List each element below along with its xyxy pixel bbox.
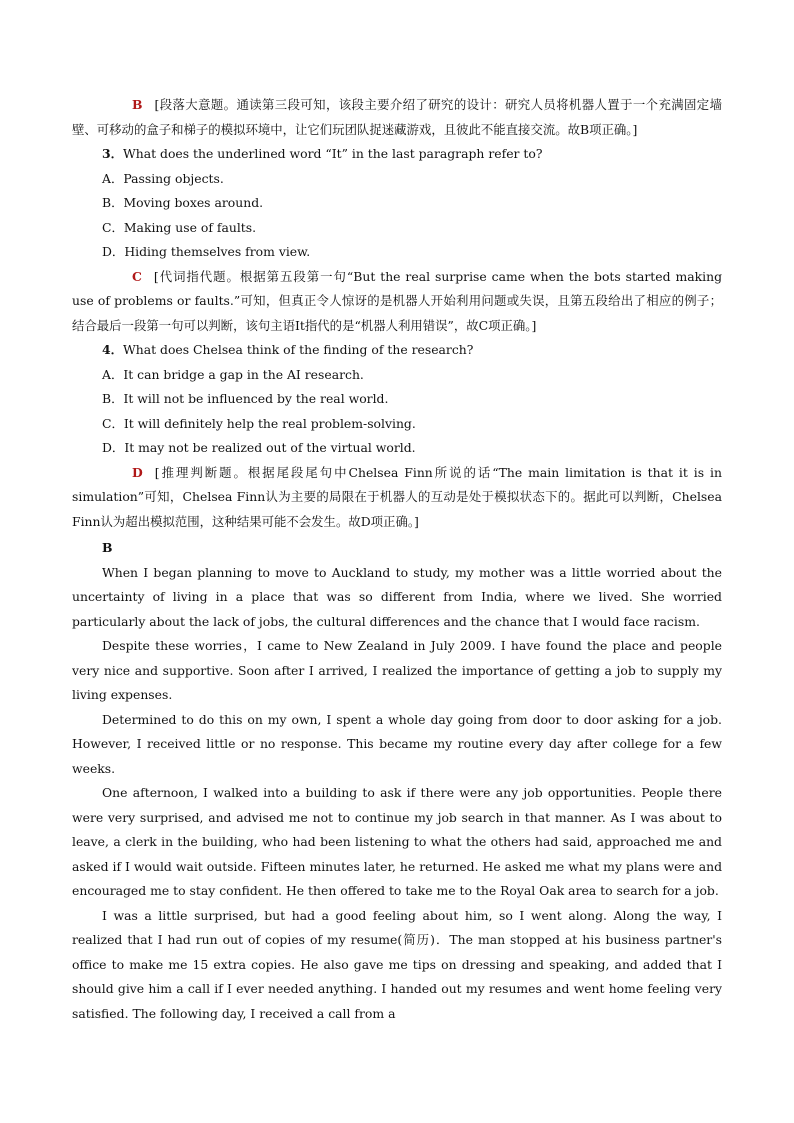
option: C．It will definitely help the real problem-solving. — [102, 415, 416, 431]
question-4: 4．What does Chelsea think of the finding of the research? — [102, 342, 474, 357]
answer-explanation: [段落大意题。通读第三段可知，该段主要介绍了研究的设计：研究人员将机器人置于一个充满固定墙壁、可移动的盒子和梯子的模拟环境中，让它们玩团队捉迷藏游戏，且彼此不能直接交流。故B项正确。] — [72, 97, 722, 137]
answer-explanation: [代词指代题。根据第五段第一句“But the real surprise came when the bots started making use of problems or faults.”可知，但真正令人惊讶的是机器人开始利用问题或失误，且第五段给出了相应的例子；结合最后一段第一句可以判断，该句主语It指代的是“机器人利用错误”，故C项正确。] — [72, 268, 722, 333]
answer-2 — [72, 93, 722, 142]
section-heading: B — [102, 540, 113, 555]
answer-key: D — [132, 464, 143, 480]
answer-4 — [72, 461, 722, 535]
answer-3 — [72, 265, 722, 339]
passage-paragraph: Determined to do this on my own, I spent a whole day going from door to door asking for a job. However, I received little or no response. This became my routine every day after college for a few weeks. — [72, 711, 722, 776]
answer-key: C — [132, 268, 142, 284]
option: C．Making use of faults. — [102, 219, 257, 235]
passage-paragraph: When I began planning to move to Auckland to study, my mother was a little worried about the uncertainty of living in a place that was so different from India, where we lived. She worried particularly about the lack of jobs, the cultural differences and the chance that I would face racism. — [72, 564, 722, 629]
option: D．Hiding themselves from view. — [102, 244, 311, 259]
passage-paragraph: Despite these worries，I came to New Zealand in July 2009. I have found the place and people very nice and supportive. Soon after I arrived, I realized the importance of getting a job to supply my living expenses. — [72, 638, 722, 702]
passage-paragraph: I was a little surprised, but had a good feeling about him, so I went along. Along the way, I realized that I had run out of copies of my resume(简历)．The man stopped at his business partner's office to make me 15 extra copies. He also gave me tips on dressing and speaking, and added that I should give him a call if I ever needed anything. I handed out my resumes and went home feeling very satisfied. The following day, I received a call from a — [72, 907, 722, 1021]
question-3: 3．What does the underlined word “It” in the last paragraph refer to? — [102, 146, 543, 161]
option: D．It may not be realized out of the virtual world. — [102, 440, 416, 455]
option: B．Moving boxes around. — [102, 195, 264, 210]
option: A．It can bridge a gap in the AI research. — [102, 366, 364, 382]
page-content — [72, 93, 722, 1026]
passage-paragraph: One afternoon, I walked into a building to ask if there were any job opportunities. People there were very surprised, and advised me not to continue my job search in that manner. As I was about to leave, a clerk in the building, who had been listening to what the others had said, approached me and asked if I would wait outside. Fifteen minutes later, he returned. He asked me what my plans were and encouraged me to stay confident. He then offered to take me to the Royal Oak area to search for a job. — [72, 785, 722, 898]
option: A．Passing objects. — [102, 170, 224, 186]
answer-key: B — [132, 97, 143, 112]
option: B．It will not be influenced by the real world. — [102, 391, 389, 406]
answer-explanation: [推理判断题。根据尾段尾句中Chelsea Finn所说的话“The main limitation is that it is in simulation”可知，Chelsea Finn认为主要的局限在于机器人的互动是处于模拟状态下的。据此可以判断，Chelsea Finn认为超出模拟范围，这种结果可能不会发生。故D项正确。] — [72, 464, 722, 529]
